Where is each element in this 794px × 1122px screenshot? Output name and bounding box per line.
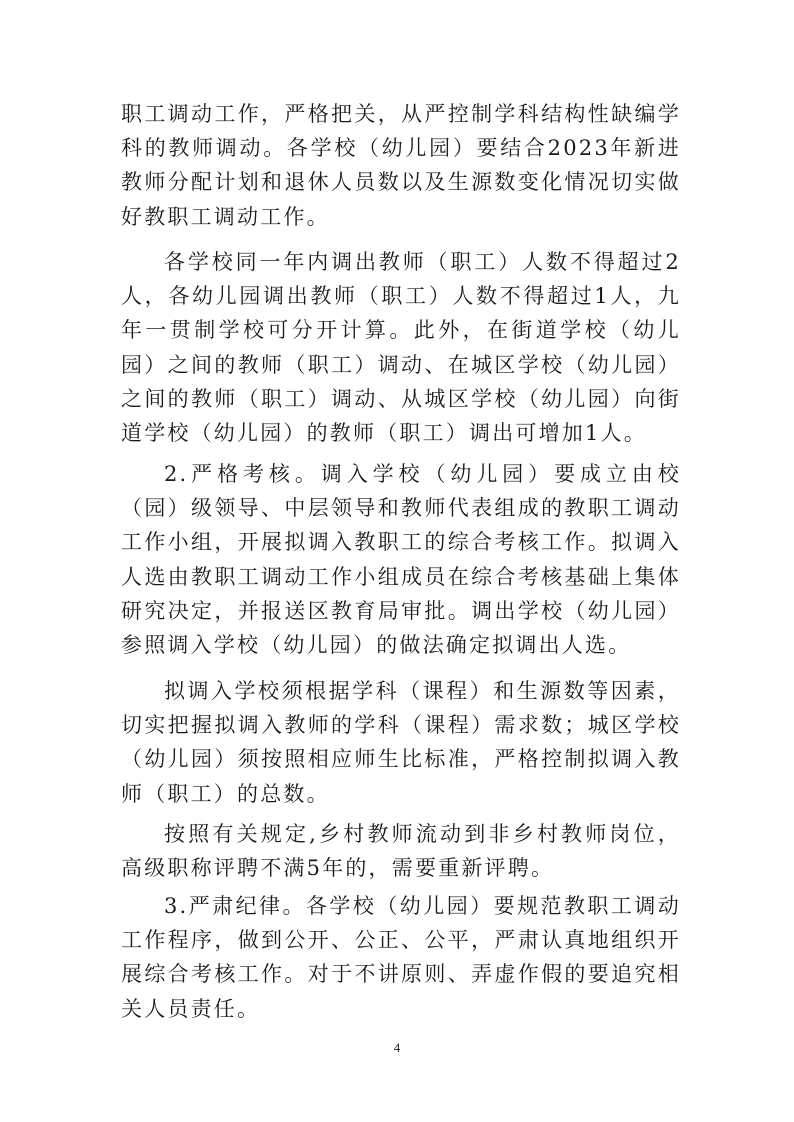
paragraph-demand-control: 拟调入学校须根据学科（课程）和生源数等因素，切实把握拟调入教师的学科（课程）需求数；城区学校（幼儿园）须按照相应师生比标准，严格控制拟调入教师（职工）的总数。	[121, 679, 681, 806]
paragraph-strict-discipline: 3.严肃纪律。各学校（幼儿园）要规范教职工调动工作程序，做到公开、公正、公平，严肃认真地组织开展综合考核工作。对于不讲原则、弄虚作假的要追究相关人员责任。	[121, 894, 681, 1021]
paragraph-teacher-transfer-control: 职工调动工作，严格把关，从严控制学科结构性缺编学科的教师调动。各学校（幼儿园）要结合2023年新进教师分配计划和退休人员数以及生源数变化情况切实做好教职工调动工作。	[121, 102, 681, 229]
page-number: 4	[393, 1040, 401, 1055]
paragraph-strict-assessment: 2.严格考核。调入学校（幼儿园）要成立由校（园）级领导、中层领导和教师代表组成的教职工调动工作小组，开展拟调入教职工的综合考核工作。拟调入人选由教职工调动工作小组成员在综合考核基础上集体研究决定，并报送区教育局审批。调出学校（幼儿园）参照调入学校（幼儿园）的做法确定拟调出人选。	[121, 462, 681, 658]
paragraph-transfer-quota: 各学校同一年内调出教师（职工）人数不得超过2人，各幼儿园调出教师（职工）人数不得超过1人，九年一贯制学校可分开计算。此外，在街道学校（幼儿园）之间的教师（职工）调动、在城区学校（幼儿园）之间的教师（职工）调动、从城区学校（幼儿园）向街道学校（幼儿园）的教师（职工）调出可增加1人。	[121, 250, 681, 446]
paragraph-rural-teacher-rule: 按照有关规定,乡村教师流动到非乡村教师岗位，高级职称评聘不满5年的，需要重新评聘。	[121, 822, 681, 881]
